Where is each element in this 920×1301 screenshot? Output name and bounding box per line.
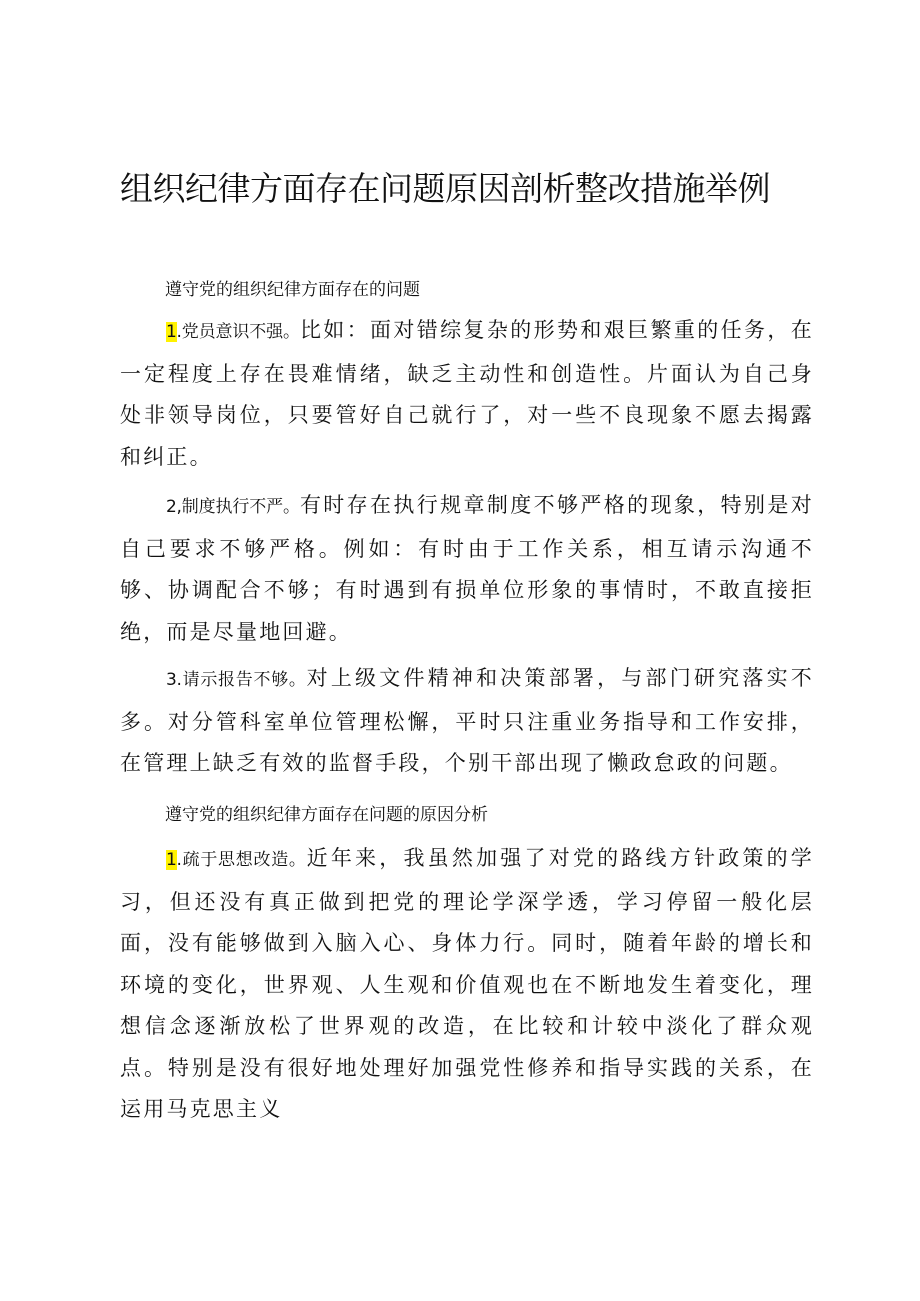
item-number: 2	[166, 497, 177, 517]
item-number-highlight: 1	[166, 322, 177, 342]
paragraph-item	[120, 658, 814, 785]
item-body: 近年来，我虽然加强了对党的路线方针政策的学习，但还没有真正做到把党的理论学深学透，学习停留一般化层面，没有能够做到入脑入心、身体力行。同时，随着年龄的增长和环境的变化，世界观、人生观和价值观也在不断地发生着变化，理想信念逐渐放松了世界观的改造，在比较和计较中淡化了群众观点。特别是没有很好地处理好加强党性修养和指导实践的关系，在运用马克思主义	[120, 846, 814, 1121]
item-lead: ,制度执行不严。	[176, 497, 300, 517]
section-heading-causes: 遵守党的组织纪律方面存在问题的原因分析	[165, 805, 488, 825]
paragraph-item	[120, 485, 814, 653]
item-lead: .请示报告不够。	[176, 670, 307, 690]
paragraph-item	[120, 310, 814, 478]
document-title: 组织纪律方面存在问题原因剖析整改措施举例	[120, 169, 770, 208]
item-number: 3	[166, 670, 177, 690]
item-lead: .党员意识不强。	[176, 322, 300, 342]
item-lead: .疏于思想改造。	[176, 850, 307, 870]
item-body: 比如：面对错综复杂的形势和艰巨繁重的任务，在一定程度上存在畏难情绪，缺乏主动性和创造性。片面认为自己身处非领导岗位，只要管好自己就行了，对一些不良现象不愿去揭露和纠正。	[120, 318, 814, 469]
paragraph-item	[120, 838, 814, 1131]
section-heading-problems: 遵守党的组织纪律方面存在的问题	[165, 280, 420, 300]
item-body: 有时存在执行规章制度不够严格的现象，特别是对自己要求不够严格。例如：有时由于工作关系，相互请示沟通不够、协调配合不够；有时遇到有损单位形象的事情时，不敢直接拒绝，而是尽量地回避。	[120, 493, 814, 644]
item-body: 对上级文件精神和决策部署，与部门研究落实不多。对分管科室单位管理松懈，平时只注重业务指导和工作安排，在管理上缺乏有效的监督手段，个别干部出现了懒政怠政的问题。	[120, 666, 814, 775]
item-number-highlight: 1	[166, 850, 177, 870]
